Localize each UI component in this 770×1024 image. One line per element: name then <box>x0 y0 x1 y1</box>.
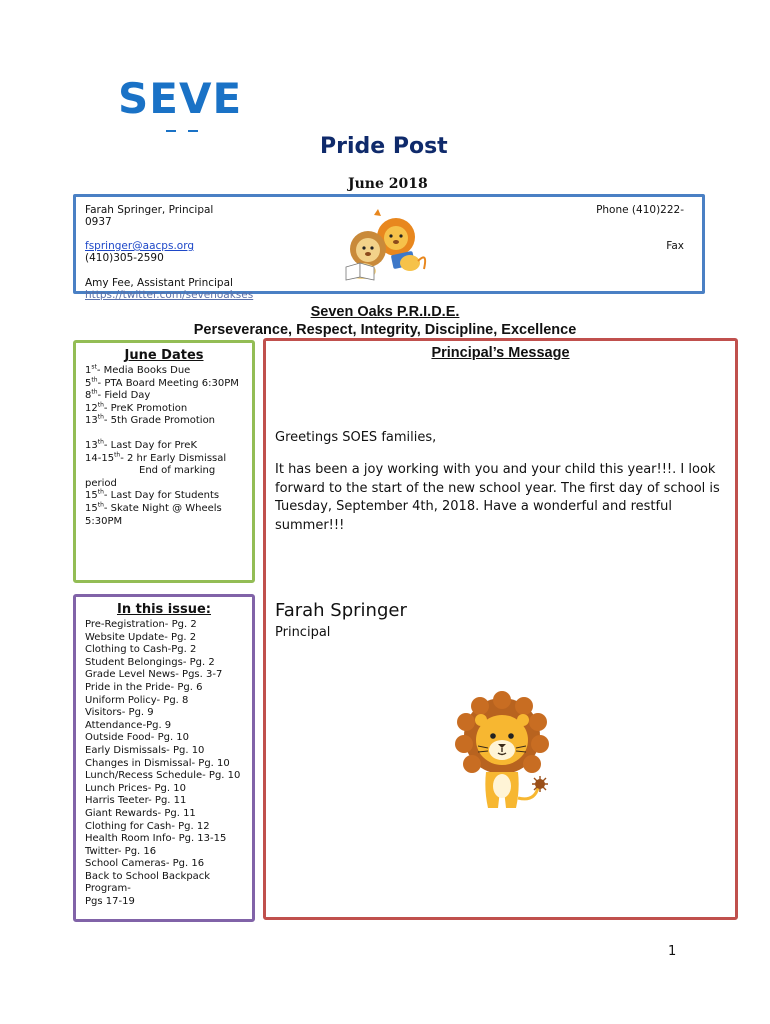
logo-underline-icon <box>166 122 200 136</box>
signature-name: Farah Springer <box>275 600 407 621</box>
in-this-issue-list <box>76 619 252 909</box>
issue-item: Attendance-Pg. 9 <box>85 719 172 731</box>
list-item: 13th- Last Day for PreK <box>85 438 197 451</box>
list-item: 1st- Media Books Due <box>85 363 191 376</box>
in-this-issue-heading: In this issue: <box>116 602 211 617</box>
list-item: 5th- PTA Board Meeting 6:30PM <box>85 376 239 389</box>
issue-item: Grade Level News- Pgs. 3-7 <box>85 669 223 681</box>
pride-values: Perseverance, Respect, Integrity, Discipline, Excellence <box>193 322 577 338</box>
list-item: 8th- Field Day <box>85 388 151 402</box>
june-dates-list <box>76 365 252 528</box>
issue-item: Uniform Policy- Pg. 8 <box>85 694 189 706</box>
principal-message-box <box>263 338 738 920</box>
list-item: 15th- Skate Night @ Wheels <box>85 501 222 514</box>
issue-item: Lunch/Recess Schedule- Pg. 10 <box>85 770 241 782</box>
issue-item: Harris Teeter- Pg. 11 <box>85 795 187 807</box>
issue-item: Student Belongings- Pg. 2 <box>85 656 215 668</box>
assistant-principal: Amy Fee, Assistant Principal <box>85 277 233 289</box>
page-number: 1 <box>668 944 677 959</box>
issue-item: Health Room Info- Pg. 13-15 <box>85 833 227 845</box>
issue-item: Twitter- Pg. 16 <box>85 845 157 857</box>
issue-item: School Cameras- Pg. 16 <box>85 858 205 870</box>
principal-name: Farah Springer, Principal <box>85 204 214 216</box>
contact-box <box>73 194 705 301</box>
issue-item: Clothing to Cash-Pg. 2 <box>85 644 197 656</box>
june-dates-box <box>73 340 255 583</box>
message-body: It has been a joy working with you and your child this year!!!. I look forward to the start of the new school year. The first day of school is Tuesday, September 4th, 2018. Have a wonderful and restful summer!!! <box>275 462 720 533</box>
list-item: period <box>85 477 117 489</box>
fax-label: Fax <box>666 240 684 252</box>
list-spacer <box>85 428 252 440</box>
issue-item: Changes in Dismissal- Pg. 10 <box>85 757 230 769</box>
principal-message-heading: Principal’s Message <box>431 345 570 361</box>
list-item: 15th- Last Day for Students <box>85 489 220 502</box>
twitter-link[interactable]: https://twitter.com/sevenoakses <box>85 289 254 301</box>
school-logo-text: SEVE <box>118 74 243 123</box>
newsletter-date: June 2018 <box>348 176 428 192</box>
pride-heading: Seven Oaks P.R.I.D.E. <box>310 304 460 320</box>
issue-item: Giant Rewards- Pg. 11 <box>85 807 196 819</box>
list-item: 13th- 5th Grade Promotion <box>85 414 216 427</box>
issue-item: Visitors- Pg. 9 <box>85 707 154 719</box>
issue-item: Program- <box>85 883 131 895</box>
issue-item: Lunch Prices- Pg. 10 <box>85 782 186 794</box>
list-item: End of marking <box>139 465 216 477</box>
list-item: 12th- PreK Promotion <box>85 401 188 414</box>
issue-item: Clothing for Cash- Pg. 12 <box>85 820 210 832</box>
lion-cubs-reading-icon <box>334 207 432 283</box>
issue-item: Outside Food- Pg. 10 <box>85 732 190 744</box>
issue-item: Pre-Registration- Pg. 2 <box>85 619 197 630</box>
in-this-issue-box <box>73 594 255 922</box>
issue-item: Pride in the Pride- Pg. 6 <box>85 681 203 693</box>
fax-number: (410)305-2590 <box>85 252 164 264</box>
issue-item: Pgs 17-19 <box>85 896 135 908</box>
signature-role: Principal <box>275 625 331 640</box>
list-item: 14-15th- 2 hr Early Dismissal <box>85 451 227 464</box>
phone-label: Phone (410)222- <box>596 204 684 216</box>
newsletter-title: Pride Post <box>320 134 448 159</box>
issue-item: Website Update- Pg. 2 <box>85 631 197 643</box>
principal-email-link[interactable]: fspringer@aacps.org <box>85 240 194 252</box>
issue-item: Early Dismissals- Pg. 10 <box>85 744 205 756</box>
issue-item: Back to School Backpack <box>85 870 211 882</box>
message-greeting: Greetings SOES families, <box>275 430 437 445</box>
phone-number-cont: 0937 <box>85 216 112 228</box>
lion-illustration-icon <box>452 690 556 814</box>
list-item: 5:30PM <box>85 515 123 527</box>
june-dates-heading: June Dates <box>124 348 204 363</box>
